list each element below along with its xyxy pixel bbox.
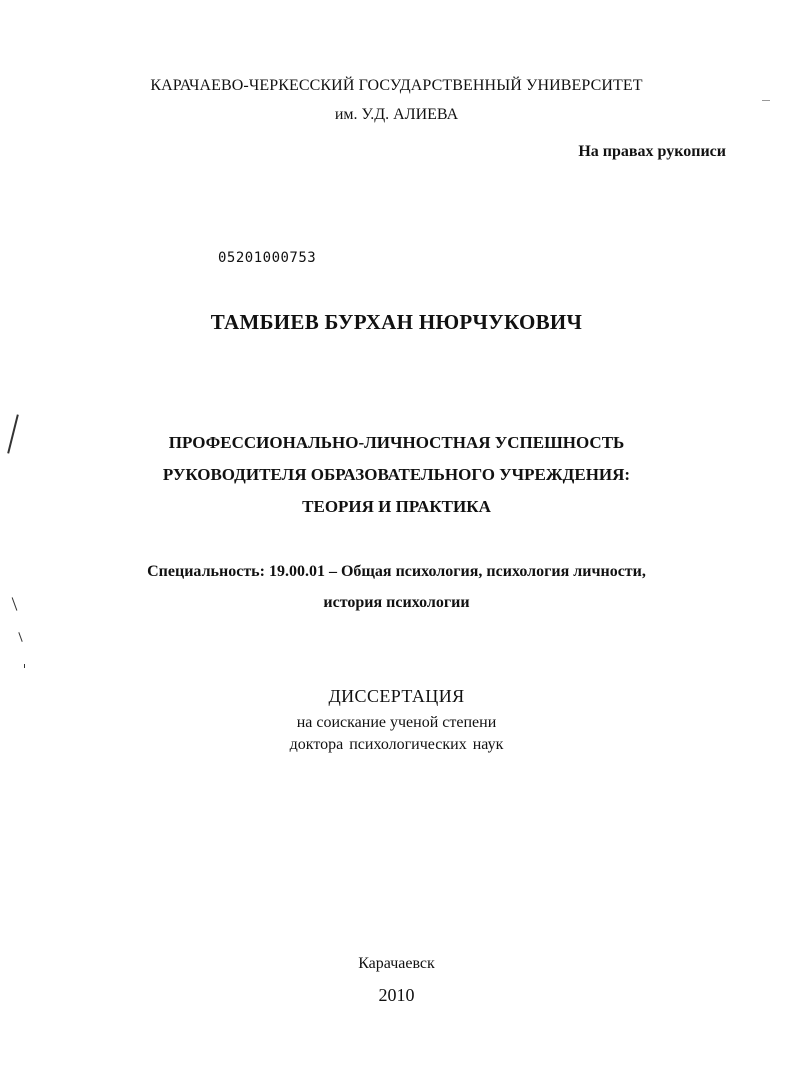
degree-line-2: доктора психологических наук <box>289 736 504 753</box>
thesis-title-line-1: ПРОФЕССИОНАЛЬНО-ЛИЧНОСТНАЯ УСПЕШНОСТЬ <box>168 433 625 452</box>
scan-artifact-mark <box>24 664 25 668</box>
scan-artifact-mark <box>762 100 770 101</box>
university-named-after: им. У.Д. АЛИЕВА <box>334 106 459 123</box>
thesis-title-line-2: РУКОВОДИТЕЛЯ ОБРАЗОВАТЕЛЬНОГО УЧРЕЖДЕНИЯ: <box>162 465 631 484</box>
specialty-line-2: история психологии <box>323 594 470 611</box>
registration-number: 05201000753 <box>218 250 317 266</box>
document-type: ДИССЕРТАЦИЯ <box>328 686 465 706</box>
thesis-title-line-3: ТЕОРИЯ И ПРАКТИКА <box>302 497 491 516</box>
degree-line-1: на соискание ученой степени <box>296 714 497 731</box>
city: Карачаевск <box>358 955 435 972</box>
specialty-line-1: Специальность: 19.00.01 – Общая психология, психология личности, <box>147 563 646 580</box>
manuscript-rights-label: На правах рукописи <box>578 143 726 160</box>
author-name: ТАМБИЕВ БУРХАН НЮРЧУКОВИЧ <box>210 310 583 334</box>
year: 2010 <box>378 985 415 1005</box>
university-name: КАРАЧАЕВО-ЧЕРКЕССКИЙ ГОСУДАРСТВЕННЫЙ УНИВЕРСИТЕТ <box>150 77 643 94</box>
scan-artifact-mark <box>18 632 22 642</box>
